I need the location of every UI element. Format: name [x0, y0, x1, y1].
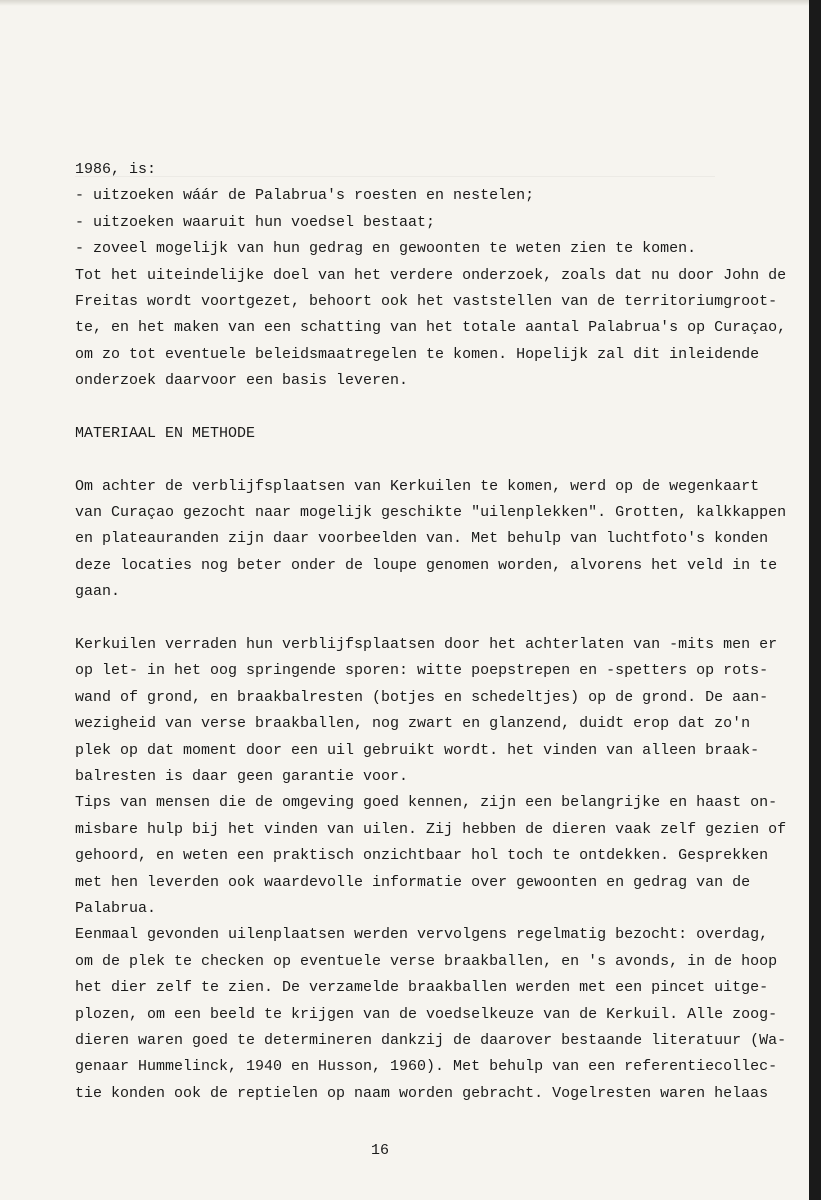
body-text	[75, 157, 787, 1107]
text-line: Tot het uiteindelijke doel van het verdere onderzoek, zoals dat nu door John de	[75, 266, 787, 284]
text-line: wezigheid van verse braakballen, nog zwart en glanzend, duidt erop dat zo'n	[75, 715, 751, 733]
text-line: genaar Hummelinck, 1940 en Husson, 1960). Met behulp van een referentiecollec-	[75, 1058, 778, 1076]
text-line: - uitzoeken wáár de Palabrua's roesten en nestelen;	[75, 187, 535, 205]
text-line: dieren waren goed te determineren dankzij de daarover bestaande literatuur (Wa-	[75, 1031, 787, 1049]
text-line: Palabrua.	[75, 899, 157, 917]
text-line: gehoord, en weten een praktisch onzichtbaar hol toch te ontdekken. Gesprekken	[75, 847, 769, 865]
text-line: onderzoek daarvoor een basis leveren.	[75, 372, 409, 390]
text-line: Freitas wordt voortgezet, behoort ook het vaststellen van de territoriumgroot-	[75, 292, 778, 310]
text-line: gaan.	[75, 583, 121, 601]
page-top-edge	[0, 0, 809, 6]
text-line: deze locaties nog beter onder de loupe genomen worden, alvorens het veld in te	[75, 556, 778, 574]
text-line: en plateauranden zijn daar voorbeelden van. Met behulp van luchtfoto's konden	[75, 530, 769, 548]
text-line: te, en het maken van een schatting van het totale aantal Palabrua's op Curaçao,	[75, 319, 787, 337]
text-line: plek op dat moment door een uil gebruikt wordt. het vinden van alleen braak-	[75, 741, 760, 759]
page-number: 16	[370, 1142, 389, 1159]
paragraph-gap	[75, 606, 745, 632]
text-line: balresten is daar geen garantie voor.	[75, 767, 409, 785]
text-line: plozen, om een beeld te krijgen van de voedselkeuze van de Kerkuil. Alle zoog-	[75, 1005, 778, 1023]
scan-edge	[809, 0, 821, 1200]
text-line: Kerkuilen verraden hun verblijfsplaatsen door het achterlaten van -mits men er	[75, 636, 778, 654]
text-line: - uitzoeken waaruit hun voedsel bestaat;	[75, 213, 436, 231]
text-line: het dier zelf te zien. De verzamelde braakballen werden met een pincet uitge-	[75, 979, 769, 997]
text-line: Om achter de verblijfsplaatsen van Kerkuilen te komen, werd op de wegenkaart	[75, 477, 760, 495]
text-line: - zoveel mogelijk van hun gedrag en gewoonten te weten zien te komen.	[75, 240, 697, 258]
text-line: om de plek te checken op eventuele verse braakballen, en 's avonds, in de hoop	[75, 952, 778, 970]
text-line: om zo tot eventuele beleidsmaatregelen te komen. Hopelijk zal dit inleidende	[75, 345, 760, 363]
text-line: met hen leverden ook waardevolle informatie over gewoonten en gedrag van de	[75, 873, 751, 891]
text-line: op let- in het oog springende sporen: witte poepstrepen en -spetters op rots-	[75, 662, 769, 680]
text-line: misbare hulp bij het vinden van uilen. Zij hebben de dieren vaak zelf gezien of	[75, 820, 787, 838]
paragraph-gap	[75, 395, 745, 421]
text-line: Tips van mensen die de omgeving goed kennen, zijn een belangrijke en haast on-	[75, 794, 778, 812]
text-line: Eenmaal gevonden uilenplaatsen werden vervolgens regelmatig bezocht: overdag,	[75, 926, 769, 944]
text-line: van Curaçao gezocht naar mogelijk geschikte "uilenplekken". Grotten, kalkkappen	[75, 504, 787, 522]
text-line: wand of grond, en braakbalresten (botjes en schedeltjes) op de grond. De aan-	[75, 688, 769, 706]
text-line: 1986, is:	[75, 161, 157, 178]
paragraph-gap	[75, 447, 745, 473]
text-line: tie konden ook de reptielen op naam worden gebracht. Vogelresten waren helaas	[75, 1084, 769, 1102]
section-heading: MATERIAAL EN METHODE	[75, 424, 256, 442]
